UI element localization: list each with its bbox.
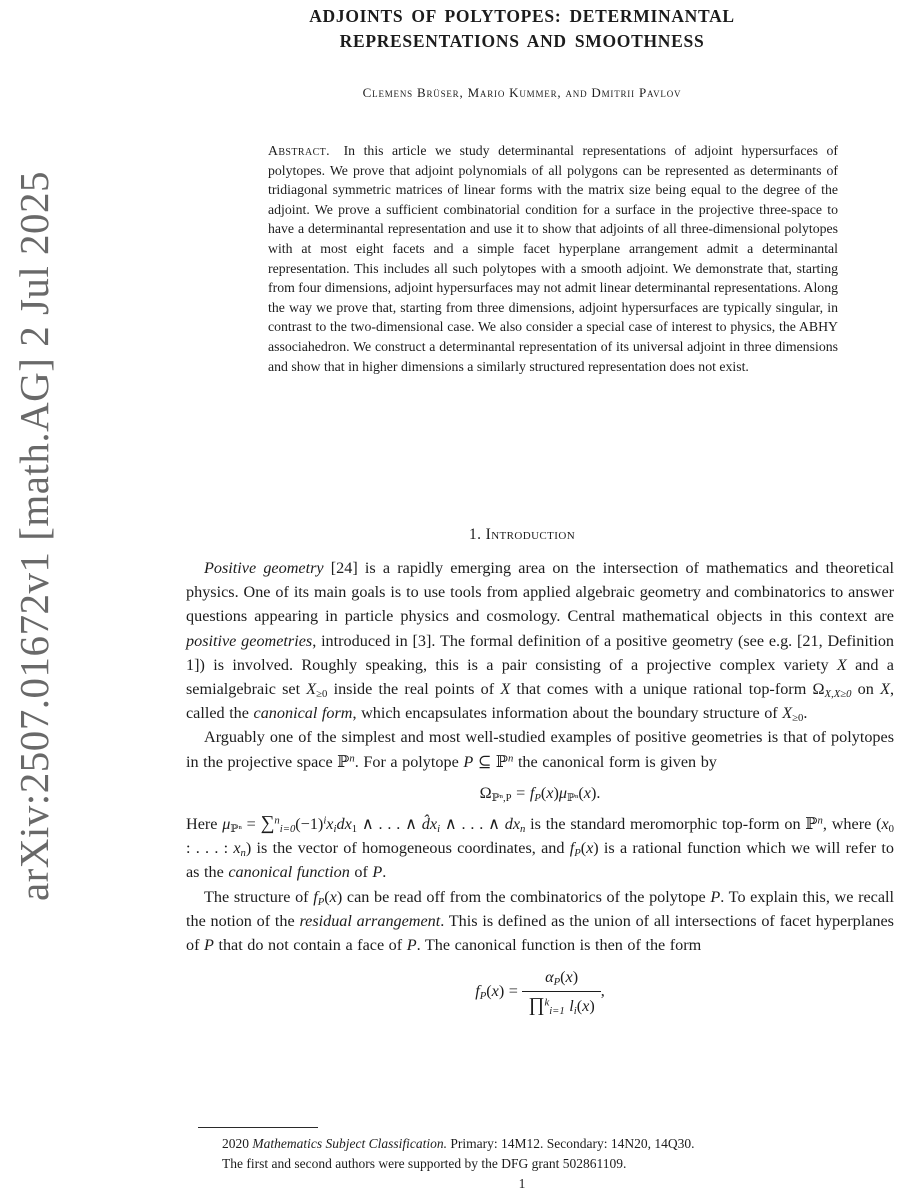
text-run: d̂x — [421, 815, 438, 834]
text-run: α — [545, 968, 554, 987]
footnote-block — [186, 1127, 894, 1174]
text-run: 0 — [888, 823, 895, 836]
text-run: The first and second authors were supported by the DFG grant 502861109. — [222, 1156, 627, 1171]
text-run: . This is defined as the union of all intersections of facet hyperplanes of — [186, 911, 894, 955]
text-run: x — [546, 783, 554, 802]
fraction-denominator — [522, 991, 600, 1019]
text-run: n — [508, 752, 514, 765]
authors-line: Clemens Brüser, Mario Kummer, and Dmitrii Pavlov — [362, 85, 682, 100]
text-run: ) is a rational function which we will refer to as the — [186, 839, 894, 882]
text-run: i — [333, 823, 337, 836]
text-run: , — [600, 981, 605, 1000]
text-run: ℙⁿ,P — [491, 791, 512, 804]
text-run: ( — [560, 968, 566, 987]
text-run: P — [406, 936, 417, 955]
text-run: P — [372, 863, 383, 882]
text-run: (−1) — [295, 815, 324, 834]
text-run: positive geometries — [186, 631, 313, 650]
footnote-funding — [186, 1154, 894, 1174]
text-run: of — [349, 863, 373, 882]
text-run: n — [274, 814, 280, 827]
text-run: P — [479, 989, 487, 1002]
text-run: ∏ — [528, 995, 545, 1017]
formula-fraction — [522, 964, 600, 1019]
text-run: P — [553, 976, 561, 989]
text-run: Here — [186, 815, 223, 834]
text-run: ) — [553, 783, 559, 802]
text-run: The structure of — [204, 887, 314, 906]
page-number: 1 — [518, 1176, 526, 1191]
text-run: ≥0 — [792, 712, 804, 725]
text-run: dx — [504, 815, 521, 834]
text-run: P — [463, 752, 474, 771]
text-run: ( — [578, 783, 584, 802]
text-run: x — [233, 839, 241, 858]
intro-paragraph-1 — [186, 556, 894, 725]
text-run: ℙⁿ — [230, 823, 242, 836]
text-run: Mathematics Subject Classification. — [252, 1136, 447, 1151]
text-run: P — [710, 887, 721, 906]
text-run: k — [544, 997, 550, 1010]
text-run: on — [851, 680, 881, 699]
canonical-form-formula — [186, 781, 894, 805]
text-run: x — [582, 997, 590, 1016]
text-run: ) can be read off from the combinatorics of the polytope — [336, 887, 711, 906]
text-run: , introduced in [3]. The formal definition of a positive geometry (see e.g. [21, Definition 1]) is involved. Roughly speaking, this is a pair consisting of a projective complex variety — [186, 631, 895, 674]
text-run: : . . . : — [186, 839, 234, 858]
text-run: ( — [580, 839, 587, 858]
canonical-function-formula — [186, 964, 894, 1019]
text-run: Arguably one of the simplest and most well-studied examples of positive geometries is that of polytopes in the projective space ℙ — [186, 728, 894, 771]
text-run: P — [204, 936, 214, 955]
text-run: μ — [558, 783, 567, 802]
text-run: X — [880, 680, 890, 699]
footnote-msc — [186, 1134, 894, 1154]
text-run: ) = — [498, 981, 523, 1000]
intro-paragraph-2 — [186, 725, 894, 773]
text-run: that comes with a unique rational top-form Ω — [510, 680, 825, 699]
text-run: Primary: 14M12. Secondary: 14N20, 14Q30. — [446, 1136, 695, 1151]
text-run: f — [569, 839, 575, 858]
text-run: P — [534, 791, 541, 804]
text-run: ∧ . . . ∧ — [440, 815, 505, 834]
introduction-body — [186, 556, 894, 1027]
text-run: ∧ . . . ∧ — [357, 815, 422, 834]
fraction-numerator — [522, 964, 600, 991]
text-run: canonical function — [228, 863, 350, 882]
text-run: . — [803, 704, 808, 723]
text-run: n — [817, 814, 823, 827]
text-run: x — [586, 839, 594, 858]
text-run: x — [329, 887, 337, 906]
text-run: = — [241, 815, 261, 834]
text-run: n — [240, 847, 246, 860]
text-run: 2020 — [222, 1136, 253, 1151]
text-run: ∑ — [260, 813, 275, 835]
text-run: i — [573, 1005, 577, 1018]
text-run: ( — [540, 783, 547, 802]
abstract-block — [268, 141, 838, 376]
text-run: x — [326, 815, 334, 834]
text-run: , which encapsulates information about the boundary structure of — [352, 704, 783, 723]
text-run: 1. — [468, 526, 486, 543]
text-run: 1 — [351, 823, 358, 836]
text-run: X — [836, 655, 847, 674]
text-run: P — [317, 895, 325, 908]
text-run: f — [475, 981, 480, 1000]
text-run: dx — [336, 815, 352, 834]
formula-tail — [601, 982, 605, 1000]
text-run: . — [382, 863, 387, 882]
text-run: , called the — [186, 680, 894, 723]
text-run: ) — [589, 997, 595, 1016]
text-run: . For a polytope — [354, 752, 464, 771]
text-run: i — [437, 823, 441, 836]
text-run: P — [574, 847, 581, 860]
text-run: ≥0 — [316, 688, 328, 700]
paper-title-line1: ADJOINTS OF POLYTOPES: DETERMINANTAL — [309, 6, 735, 26]
footnote-rule — [198, 1127, 318, 1128]
text-run: ). — [590, 783, 601, 802]
text-run: i — [323, 814, 327, 827]
text-run: f — [529, 783, 535, 802]
text-run: x — [881, 815, 889, 834]
abstract-text: In this article we study determinantal representations of adjoint hypersurfaces of polytopes. We prove that adjoint polynomials of all polygons can be represented as determinants of tridiagonal symmetric matrices of linear forms with the matrix size being equal to the degree of the adjoint. We prove a sufficient combinatorial condition for a surface in the projective three-space to have a determinantal representation and use it to show that adjoints of all three-dimensional polytopes with at most eight facets and a simple facet hyperplane arrangement admit a determinantal representation. This includes all such polytopes with a smooth adjoint. We demonstrate that, starting from four dimensions, adjoint hypersurfaces may not admit linear determinantal representations. Along the way we prove that, starting from three dimensions, adjoint hypersurfaces are typically singular, in contrast to the two-dimensional case. We also consider a special case of interest to physics, the ABHY associahedron. We construct a determinantal representation of its universal adjoint in three dimensions and show that in higher dimensions a similarly structured representation does not exist. — [268, 143, 838, 374]
intro-paragraph-3 — [186, 812, 894, 885]
text-run: = — [511, 783, 530, 802]
text-run: ⊆ ℙ — [473, 752, 509, 771]
text-run: x — [583, 783, 591, 802]
text-run: ) — [572, 968, 579, 987]
text-run: [24] is a rapidly emerging area on the intersection of mathematics and theoretical physics. One of its main goals is to use tools from applied algebraic geometry and combinatorics to answer questions appearing in particle physics and cosmology. Central mathematical objects in this context are — [186, 559, 894, 626]
text-run: X — [500, 680, 511, 699]
text-run: l — [564, 997, 574, 1016]
text-run: Positive geometry — [204, 559, 324, 577]
text-run: X — [782, 704, 793, 723]
text-run: x — [491, 981, 499, 1000]
text-run: . The canonical function is then of the form — [416, 936, 702, 955]
intro-paragraph-4 — [186, 885, 894, 958]
text-run: ) is the vector of homogeneous coordinates, and — [245, 839, 570, 858]
abstract-label: Abstract. — [268, 143, 331, 158]
text-run: is the standard meromorphic top-form on ℙ — [525, 815, 818, 834]
text-run: x — [565, 968, 573, 987]
text-run: . To explain this, we recall the notion of the — [186, 887, 895, 930]
section-heading-introduction — [150, 526, 894, 544]
text-run: ( — [576, 997, 583, 1016]
text-run: and a semialgebraic set — [186, 655, 894, 699]
text-run: , where ( — [822, 815, 882, 834]
arxiv-watermark: arXiv:2507.01672v1 [math.AG] 2 Jul 2025 — [11, 170, 57, 902]
formula-lhs — [475, 982, 522, 1000]
text-run: Ω — [479, 783, 492, 802]
text-run: f — [313, 887, 318, 906]
text-run: ℙⁿ — [567, 791, 579, 804]
text-run: i=1 — [549, 1005, 565, 1018]
text-run: μ — [222, 815, 231, 834]
text-run: that do not contain a face of — [213, 936, 407, 955]
text-run: n — [349, 752, 355, 765]
text-run: n — [520, 823, 526, 836]
paper-title — [150, 4, 894, 54]
text-run: inside the real points of — [327, 680, 501, 699]
text-run: X — [306, 680, 317, 699]
text-run: residual arrangement — [299, 911, 441, 930]
paper-title-line2: REPRESENTATIONS AND SMOOTHNESS — [339, 31, 705, 51]
text-run: ( — [324, 887, 330, 906]
text-run: Introduction — [485, 526, 576, 543]
text-run: i=0 — [279, 823, 296, 836]
text-run: X,X≥0 — [824, 688, 852, 700]
text-run: canonical form — [253, 704, 353, 723]
text-run: ( — [486, 981, 492, 1000]
text-run: the canonical form is given by — [513, 752, 717, 771]
